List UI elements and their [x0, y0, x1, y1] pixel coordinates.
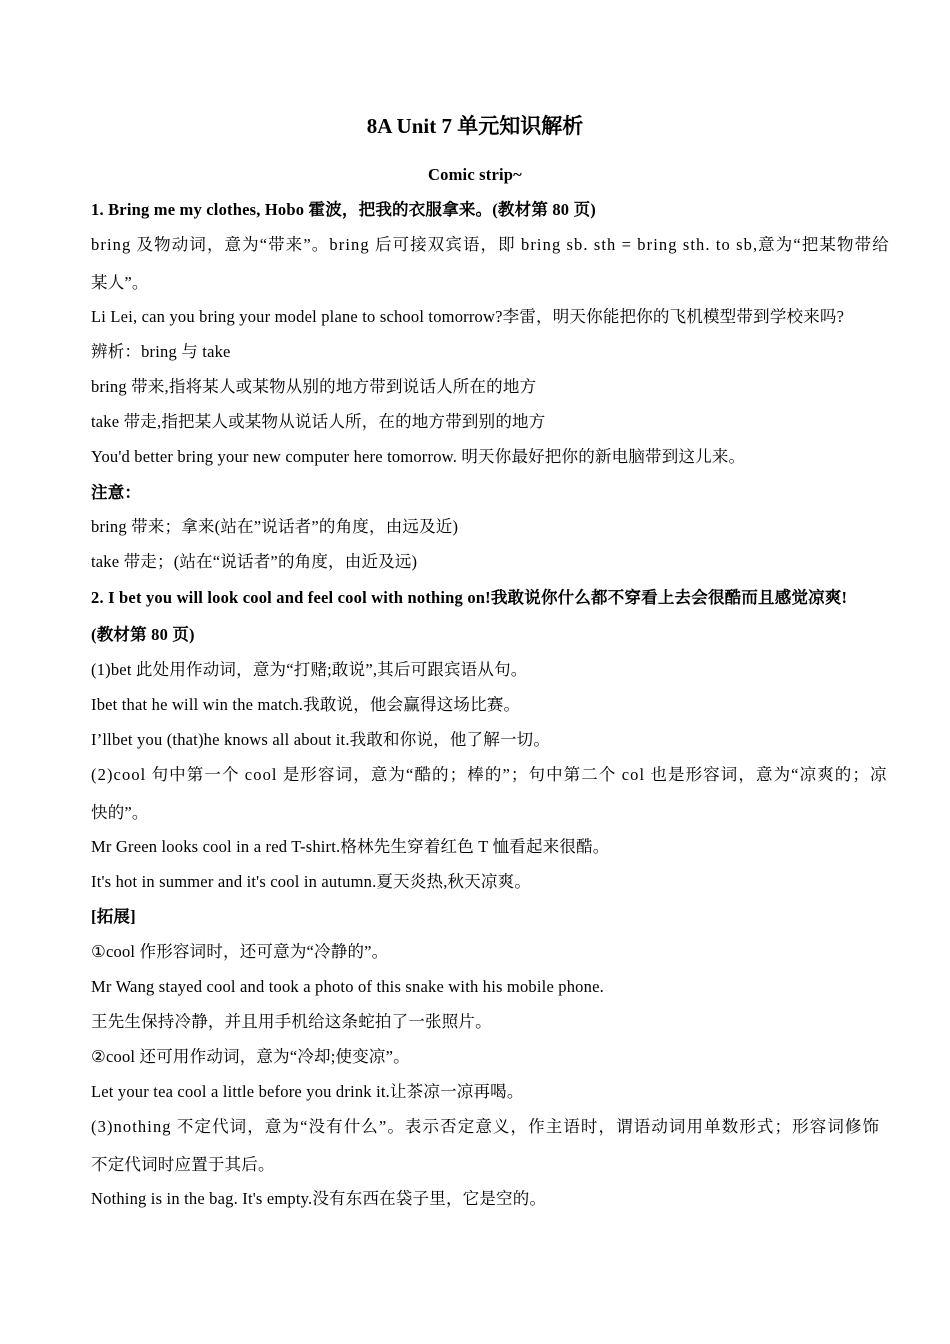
example-sentence: Ibet that he will win the match.我敢说，他会赢得这场比赛。 — [91, 695, 521, 714]
paragraph-line: 不定代词时应置于其后。 — [91, 1155, 275, 1174]
analysis-heading: 辨析：bring 与 take — [91, 342, 231, 361]
page-title: 8A Unit 7 单元知识解析 — [366, 114, 584, 138]
paragraph-line: 某人”。 — [91, 273, 149, 292]
note-heading: 注意： — [91, 483, 142, 502]
paragraph-line: bring 带来,指将某人或某物从别的地方带到说话人所在的地方 — [91, 377, 537, 396]
example-sentence: Mr Green looks cool in a red T-shirt.格林先生穿着红色 T 恤看起来很酷。 — [91, 837, 610, 856]
section-heading-comic-strip: Comic strip~ — [428, 165, 522, 184]
paragraph-line: take 带走,指把某人或某物从说话人所，在的地方带到别的地方 — [91, 412, 546, 431]
example-sentence: Let your tea cool a little before you drink it.让茶凉一凉再喝。 — [91, 1082, 524, 1101]
paragraph-line: (3)nothing 不定代词，意为“没有什么”。表示否定意义，作主语时，谓语动词用单数形式；形容词修饰 — [91, 1117, 881, 1136]
example-sentence: Mr Wang stayed cool and took a photo of this snake with his mobile phone. — [91, 977, 604, 996]
paragraph-line: bring 带来；拿来(站在”说话者”的角度，由远及近) — [91, 517, 459, 536]
example-sentence: Nothing is in the bag. It's empty.没有东西在袋子里，它是空的。 — [91, 1189, 547, 1208]
paragraph-line: (1)bet 此处用作动词，意为“打赌;敢说”,其后可跟宾语从句。 — [91, 660, 528, 679]
example-sentence: You'd better bring your new computer here tomorrow. 明天你最好把你的新电脑带到这儿来。 — [91, 447, 746, 466]
point-2-heading: 2. I bet you will look cool and feel cool with nothing on!我敢说你什么都不穿看上去会很酷而且感觉凉爽! — [91, 588, 848, 607]
paragraph-line: 快的”。 — [91, 803, 149, 822]
paragraph-line: ②cool 还可用作动词，意为“冷却;使变凉”。 — [91, 1047, 410, 1066]
paragraph-line: (2)cool 句中第一个 cool 是形容词，意为“酷的；棒的”；句中第二个 col 也是形容词，意为“凉爽的；凉 — [91, 765, 888, 784]
example-translation: 王先生保持冷静，并且用手机给这条蛇拍了一张照片。 — [91, 1012, 492, 1031]
example-sentence: Li Lei, can you bring your model plane to school tomorrow?李雷，明天你能把你的飞机模型带到学校来吗? — [91, 307, 845, 326]
extension-heading: [拓展] — [91, 907, 136, 926]
paragraph-line: ①cool 作形容词时，还可意为“冷静的”。 — [91, 942, 389, 961]
point-1-heading: 1. Bring me my clothes, Hobo 霍波，把我的衣服拿来。(教材第 80 页) — [91, 200, 596, 219]
paragraph-line: bring 及物动词，意为“带来”。bring 后可接双宾语，即 bring sb. sth = bring sth. to sb,意为“把某物带给 — [91, 235, 890, 254]
example-sentence: It's hot in summer and it's cool in autumn.夏天炎热,秋天凉爽。 — [91, 872, 532, 891]
point-2-heading-continued: (教材第 80 页) — [91, 625, 195, 644]
paragraph-line: take 带走；(站在“说话者”的角度，由近及远) — [91, 552, 418, 571]
example-sentence: I’llbet you (that)he knows all about it.我敢和你说，他了解一切。 — [91, 730, 551, 749]
